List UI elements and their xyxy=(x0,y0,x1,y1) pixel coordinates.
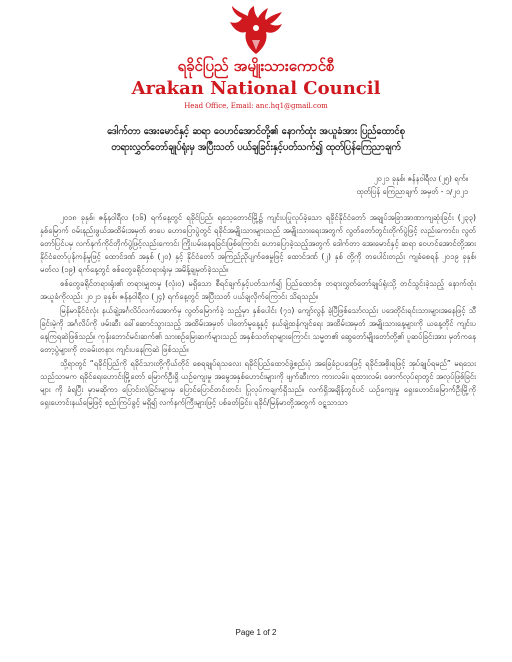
body-paragraph: သို့ရာတွင် “ရခိုင်ပြည်ကို ရခိုင်သားတို့ကိုယ်တိုင် စေရချုပ်ရသလေး ရခိုင်ပြည်ထောင်ဖွဲ့စည်းပုံ အခြေခံဥပဒေဖြင့် ရခိုင်အစိုးရဖြင့် အုပ်ချုပ်ရမည်” မရသေးသည်သာမက ရခိုင်ရေးဟောင်းမြို့တော် မြောက်ဦးရှိ ယဉ်ကျေးမှု အမွေအနှစ်ဟောင်းများကို ဖျက်ဆီးကာ ကားလမ်း၊ ရထားလမ်း ဖောက်လုပ်ရာတွင် အလုပ်ဖြစ်ခြင်းများ ကို ခံရပြီး မှာမဆိုကာ ပြောင်းလဲခြင်းများမှ ပြောင်ပြောင်တင်းတင်း ပြုလုပ်ကချက်ရှိသည်။ လက်ရှိအချိန်တွင်ပင် ယဉ်ကျေးမှု ရှေးဟောင်းမြောက်ဦးမြို့ကို ရှေးဟောင်းနယ်မြေဖြင့် စည်းကြပ်ခွင့် မရှိ၍ လက်နက်ကြီးများဖြင့် ပစ်ခတ်ခြင်း၊ ရခိုင်/မြန်မာတို့အတွက် ဝဋ္ဋသာသာ xyxy=(40,359,476,407)
statement-meta xyxy=(248,172,468,198)
body-paragraph: စစ်တွေခရိုင်တရားရုံး၏ တရားမျှတမှု (လုံး၀) မရှိသော စီရင်ချက်နှင့်ပတ်သက်၍ ပြည်ထောင်စု တရားလွှတ်တော်ချုပ်ရုံးသို့ တင်သွင်းခဲ့သည့် နောက်ထုံး အယူခံကိုလည်း ၂၀၂၁ ခုနှစ်၊ ဇန်နဝါရီလ (၂၄) ရက်နေ့တွင် အပြီးသတ် ပယ်ချလိုက်ကြောင်း သိရသည်။ xyxy=(40,279,476,301)
body-paragraph: ၂၀၁၈ ခုနှစ်၊ ဇန်နဝါရီလ (၁၆) ရက်နေ့တွင် ရခိုင်ပြည်၊ ရသေ့တောင်မြို့၌ ကျင်းပပြုလုပ်ခဲ့သော ရခိုင်နိုင်ငံတော် အချုပ်အခြာအာဏာကျဆုံးခြင်း (၂၃၃) နှစ်မြောက် ဝမ်းနည်းဖွယ်အထိမ်းအမှတ် စာပေ ဟောပြောပွဲတွင် ရခိုင်အမျိုးသားများသည် အမျိုးသားရေးအတွက် လွတ်တော်တွင်းတိုက်ပွဲဖြင့် လည်းကောင်း၊ လွတ်တော်ပြင်ပမှ လက်နက်ကိုင်တိုက်ပွဲဖြင့်လည်းကောင်း ကြိုးပမ်းနေရခြင်းဖြစ်ကြောင်း ဟောပြောခဲ့သည့်အတွက် ဒေါက်တာ အေးမောင်နှင့် ဆရာ ဝေဟင်အောင်တို့အား နိုင်ငံတော်ပုန်ကန်မှုဖြင့် ထောင်ဒဏ် အနှစ် (၂၀) နှင့် နိုင်ငံတော် အကြည်ညိုပျက်စေမှုဖြင့် ထောင်ဒဏ် (၂) နှစ် တို့ကို တပေါင်းတည်း ကျခံစေရန် ၂၀၁၉ ခုနှစ်၊ မတ်လ (၁၉) ရက်နေ့တွင် စစ်တွေခရိုင်တရားရုံးမှ အမိန့်ချမှတ်ခဲ့သည်။ xyxy=(40,213,476,274)
body-paragraph: မြန်မာနိုင်ငံလုံး နယ်ချဲ့အင်္ဂလိပ်လက်အောက်မှ လွတ်မြောက်ခဲ့ သည့်မှာ နှစ်ပေါင်း (၇၁) ကျော်လွန် ခဲ့ပြီဖြစ်သော်လည်း ပဒေတိုင်းရင်းသားများအနေဖြင့် သီခြင်းမဲ့ကို အင်္ဂလိပ်ကို ဖမ်းဆီး ခေါ်ဆောင်သွားသည့် အထိမ်းအမှတ် ပါတော်မူနေ့နှင့် နယ်ချဲ့ထန်ကျင်ရေး အထိမ်းအမှတ် အမျိုးသားနေ့များကို ယနေ့တိုင် ကျင်းပ နေကြရဆဲဖြစ်သည်။ ကုန်းဘောင်မင်းဆက်၏ သားစဉ်မြေးဆက်များသည် အနှစ်သတ်ရာများကြောင်း သမ္မတ၏ ဆွေတော်မျိုးတော်တို့၏ ပူဆပ်ခြင်းအား မှတ်ကနေတော့ပွဲများကို တခမ်းတနား ကျင်းပနေကြဆဲ ဖြစ်သည်။ xyxy=(40,306,476,354)
title-line: ဒေါက်တာ အေးမောင်နှင့် ဆရာ ဝေဟင်အောင်တို့၏ နောက်ထုံး အယူခံအား ပြည်ထောင်စု xyxy=(107,126,405,137)
org-name-burmese: ရခိုင်ပြည် အမျိုးသားကောင်စီ xyxy=(177,57,335,75)
page-number: Page 1 of 2 xyxy=(235,628,277,637)
phoenix-logo xyxy=(226,4,286,58)
title-line: တရားလွှတ်တော်ချုပ်ရုံးမှ အပြီးသတ် ပယ်ချခြင်းနှင့်ပတ်သက်၍ ထုတ်ပြန်ကြေညာချက် xyxy=(111,142,401,153)
office-email-line: Head Office, Email: anc.hq1@gmail.com xyxy=(184,102,328,110)
statement-number: ထုတ်ပြန် ကြေညာချက် အမှတ် - ၁/၂၀၂၁ xyxy=(356,187,468,196)
org-name-english: Arakan National Council xyxy=(131,78,381,99)
statement-title xyxy=(40,124,472,156)
statement-body xyxy=(40,211,476,410)
statement-date: ၂၀၂၁ ခုနှစ်၊ ဇန်နဝါရီလ (၂၅) ရက်။ xyxy=(373,174,468,183)
